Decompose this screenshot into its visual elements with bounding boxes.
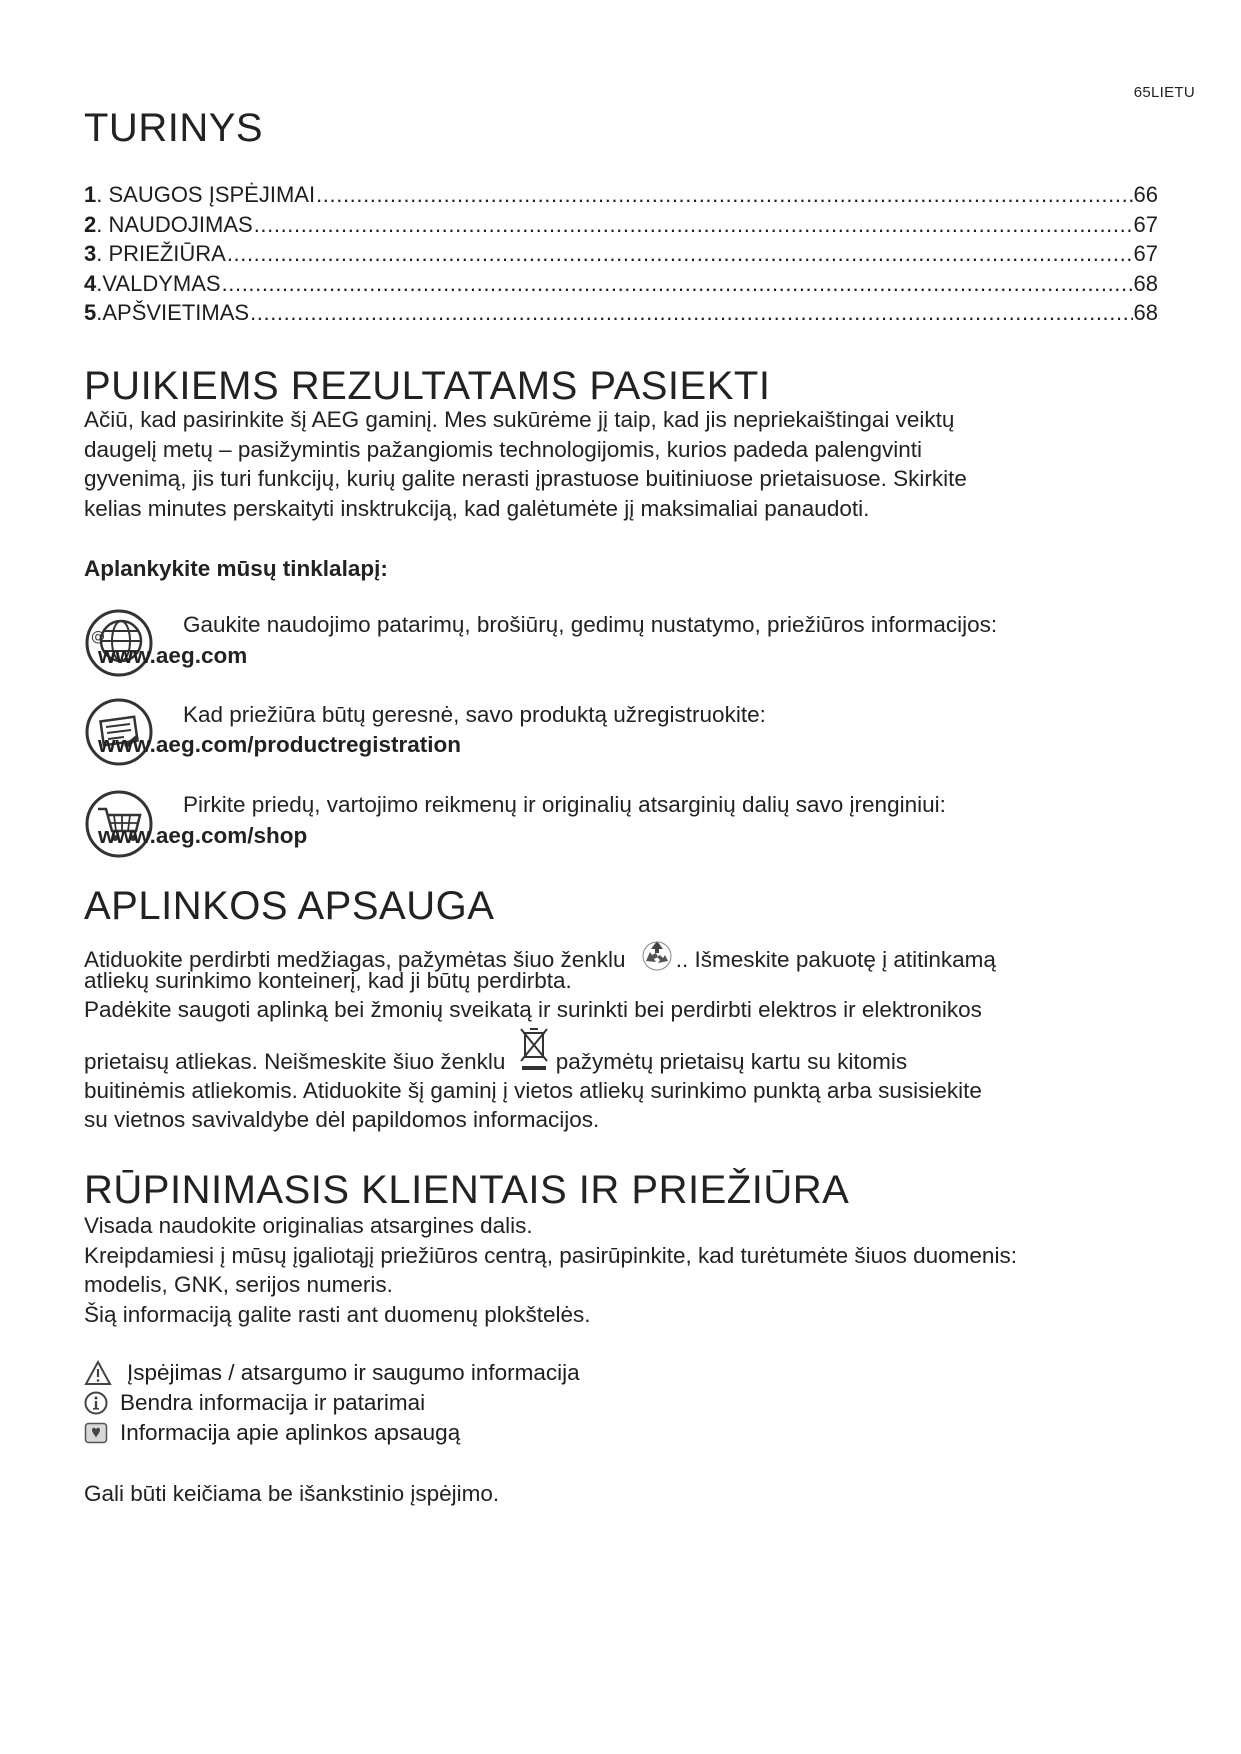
environment-title: APLINKOS APSAUGA <box>84 884 495 928</box>
toc-item-number: 3 <box>84 241 97 267</box>
environment-line: buitinėmis atliekomis. Atiduokite šį gaminį į vietos atliekų surinkimo punktą arba susisiekite <box>84 1078 982 1103</box>
paragraph-line: modelis, GNK, serijos numeris. <box>84 1272 393 1298</box>
toc-item-label: .APŠVIETIMAS <box>96 300 250 326</box>
toc-title: TURINYS <box>84 106 264 150</box>
toc-item[interactable] <box>84 298 1158 328</box>
paragraph-line: Šią informaciją galite rasti ant duomenų plokštelės. <box>84 1301 591 1327</box>
toc-item-page: 67 <box>1133 211 1158 237</box>
toc-item-number: 1 <box>84 182 97 207</box>
environment-line: su vietnos savivaldybe dėl papildomos informacijos. <box>84 1107 600 1132</box>
paragraph-line: gyvenimą, jis turi funkcijų, kurių galite nerasti įprastuose buitiniuose prietaisuose. Skirkite <box>84 466 967 492</box>
legend-text: Informacija apie aplinkos apsaugą <box>120 1420 461 1445</box>
warning-icon <box>84 1360 112 1386</box>
toc-item-page: 68 <box>1133 300 1158 326</box>
paragraph-line: kelias minutes perskaityti insktrukciją, kad galėtumėte jį maksimaliai panaudoti. <box>84 495 870 521</box>
toc-item-number: 5 <box>84 300 97 326</box>
legend-text: Įspėjimas / atsargumo ir saugumo informacija <box>127 1360 580 1385</box>
legend-item <box>84 1418 580 1448</box>
paragraph-line: daugelį metų – pasižymintis pažangiomis technologijomis, kurios padeda palengvinti <box>84 436 922 462</box>
link-description: Pirkite priedų, vartojimo reikmenų ir originalių atsarginių dalių savo įrenginiui: <box>183 792 946 817</box>
visit-website-label: Aplankykite mūsų tinklalapį: <box>84 556 388 581</box>
crossed-bin-icon <box>516 1025 552 1073</box>
toc-item-label: . SAUGOS ĮSPĖJIMAI <box>96 182 316 207</box>
toc-item-label: . PRIEŽIŪRA <box>96 241 226 267</box>
toc-item[interactable] <box>84 239 1158 269</box>
environment-line: Padėkite saugoti aplinką bei žmonių sveikatą ir surinkti bei perdirbti elektros ir elektronikos <box>84 997 982 1022</box>
link-description: Kad priežiūra būtų geresnė, savo produktą užregistruokite: <box>183 702 766 727</box>
page-number: 65LIETU <box>1133 84 1195 101</box>
link-url[interactable]: www.aeg.com/shop <box>98 823 308 848</box>
toc-item-number: 2 <box>84 211 97 237</box>
footer-note: Gali būti keičiama be išankstinio įspėjimo. <box>84 1481 500 1506</box>
environment-line <box>84 1047 907 1077</box>
link-url[interactable]: www.aeg.com/productregistration <box>98 732 461 757</box>
toc-item-page: 68 <box>1133 270 1158 296</box>
paragraph-line: Kreipdamiesi į mūsų įgaliotąjį priežiūros centrą, pasirūpinkite, kad turėtumėte šiuos duomenis: <box>84 1242 1017 1268</box>
link-description: Gaukite naudojimo patarimų, brošiūrų, gedimų nustatymo, priežiūros informacijos: <box>183 612 998 637</box>
results-intro <box>84 405 1164 523</box>
environment-line: atliekų surinkimo konteinerį, kad ji būtų perdirbta. <box>84 968 572 993</box>
toc-item-number: 4 <box>84 270 97 296</box>
results-title: PUIKIEMS REZULTATAMS PASIEKTI <box>84 364 771 408</box>
customer-care-text <box>84 1211 1184 1329</box>
text-segment: .. Išmeskite pakuotę į atitinkamą <box>675 947 996 972</box>
table-of-contents <box>84 180 1158 328</box>
legend-text: Bendra informacija ir patarimai <box>120 1390 426 1415</box>
paragraph-line: Ačiū, kad pasirinkite šį AEG gaminį. Mes sukūrėme jį taip, kad jis nepriekaištingai veiktų <box>84 407 955 432</box>
toc-item-page: 67 <box>1133 241 1158 267</box>
customer-care-title: RŪPINIMASIS KLIENTAIS IR PRIEŽIŪRA <box>84 1168 850 1212</box>
recycle-icon <box>640 937 674 971</box>
paragraph-line: Visada naudokite originalias atsargines dalis. <box>84 1213 533 1238</box>
toc-item[interactable] <box>84 180 1158 210</box>
legend-item <box>84 1358 580 1388</box>
toc-item[interactable] <box>84 210 1158 240</box>
toc-item-page: 66 <box>1133 182 1158 207</box>
toc-item-label: . NAUDOJIMAS <box>96 211 253 237</box>
legend <box>84 1358 580 1448</box>
text-segment: prietaisų atliekas. Neišmeskite šiuo ženklu <box>84 1049 506 1074</box>
text-segment: Atiduokite perdirbti medžiagas, pažymėtas šiuo ženklu <box>84 947 626 972</box>
link-url[interactable]: www.aeg.com <box>98 643 248 668</box>
info-icon <box>84 1391 108 1415</box>
toc-item[interactable] <box>84 269 1158 299</box>
svg-text:@: @ <box>91 629 105 645</box>
text-segment: pažymėtų prietaisų kartu su kitomis <box>555 1049 908 1074</box>
legend-item <box>84 1388 580 1418</box>
toc-item-label: .VALDYMAS <box>96 270 221 296</box>
environment-icon <box>84 1421 108 1445</box>
